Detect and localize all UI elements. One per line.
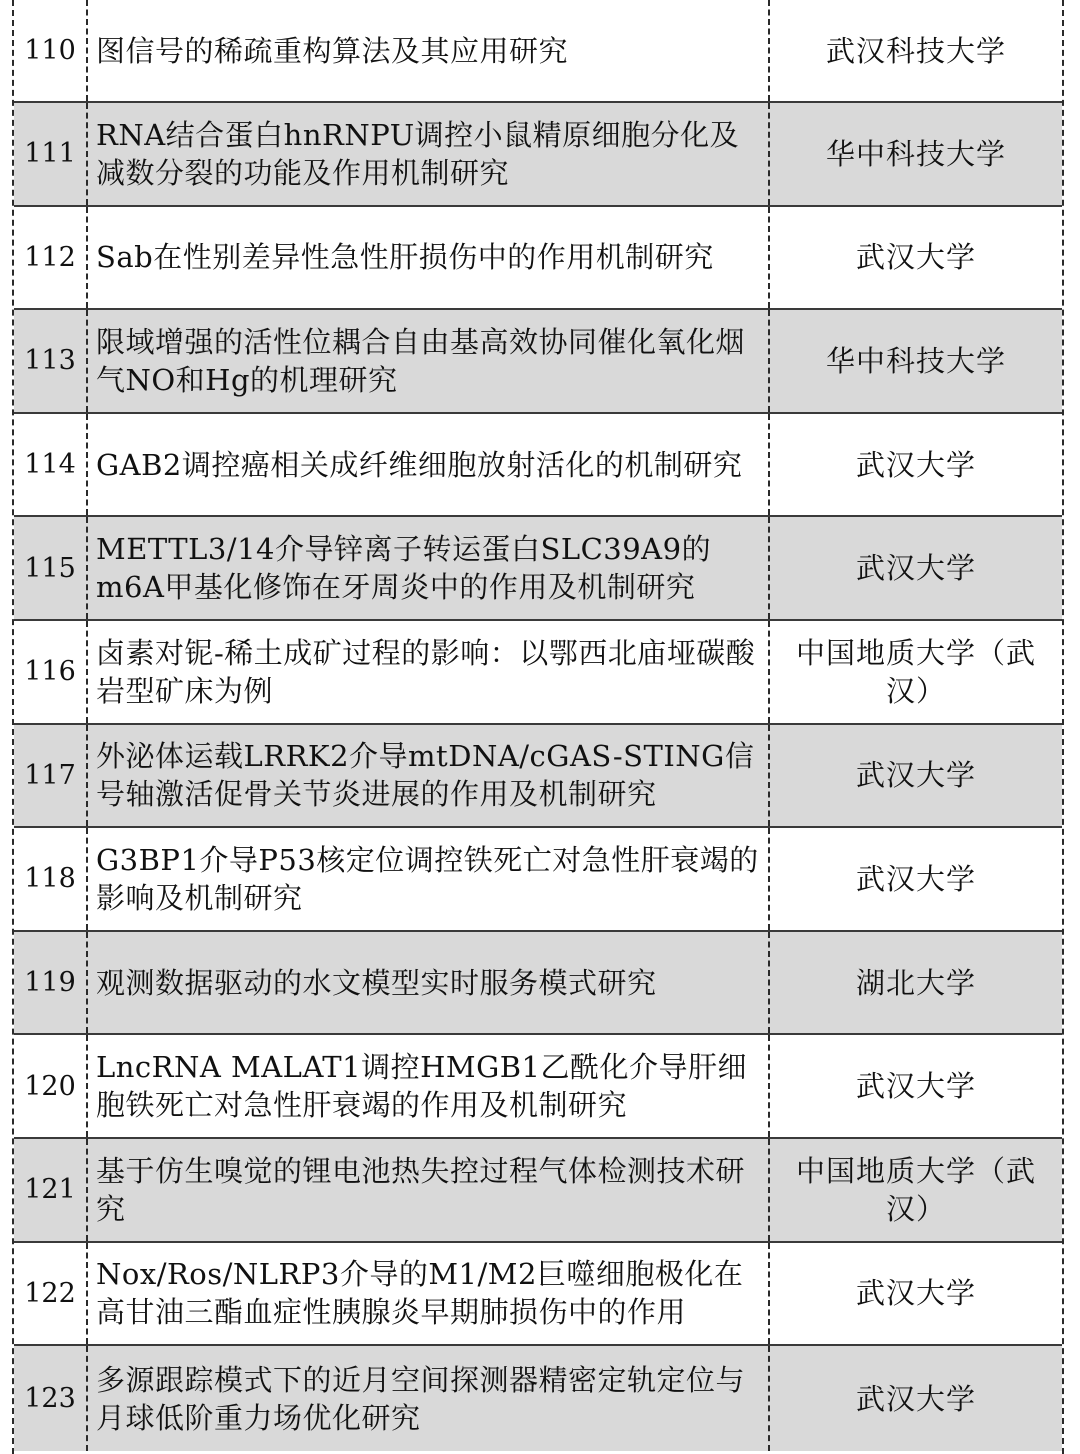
project-title: 图信号的稀疏重构算法及其应用研究 <box>88 0 770 101</box>
row-number: 115 <box>14 517 88 619</box>
row-number: 122 <box>14 1243 88 1345</box>
row-number: 114 <box>14 414 88 516</box>
project-title: RNA结合蛋白hnRNPU调控小鼠精原细胞分化及减数分裂的功能及作用机制研究 <box>88 103 770 205</box>
institution: 华中科技大学 <box>825 343 1006 378</box>
table-row <box>14 932 1062 1036</box>
row-number: 112 <box>14 207 88 309</box>
project-title: Nox/Ros/NLRP3介导的M1/M2巨噬细胞极化在高甘油三酯血症性胰腺炎早期肺损伤中的作用 <box>88 1243 770 1345</box>
project-title: 卤素对铌-稀土成矿过程的影响：以鄂西北庙垭碳酸岩型矿床为例 <box>88 621 770 723</box>
row-number: 121 <box>14 1139 88 1241</box>
table-row <box>14 414 1062 518</box>
row-number: 111 <box>14 103 88 205</box>
row-number: 119 <box>14 932 88 1034</box>
table-row <box>14 310 1062 414</box>
project-title: Sab在性别差异性急性肝损伤中的作用机制研究 <box>88 207 770 309</box>
project-title: 多源跟踪模式下的近月空间探测器精密定轨定位与月球低阶重力场优化研究 <box>88 1346 770 1451</box>
row-number: 118 <box>14 828 88 930</box>
row-number: 113 <box>14 310 88 412</box>
institution: 华中科技大学 <box>825 136 1006 171</box>
institution: 武汉大学 <box>855 1069 976 1104</box>
table-row <box>14 1346 1062 1451</box>
row-number: 116 <box>14 621 88 723</box>
project-title: LncRNA MALAT1调控HMGB1乙酰化介导肝细胞铁死亡对急性肝衰竭的作用及机制研究 <box>88 1035 770 1137</box>
project-title: 基于仿生嗅觉的锂电池热失控过程气体检测技术研究 <box>88 1139 770 1241</box>
institution: 武汉大学 <box>855 758 976 793</box>
table-row <box>14 1139 1062 1243</box>
project-title: GAB2调控癌相关成纤维细胞放射活化的机制研究 <box>88 414 770 516</box>
table-row <box>14 517 1062 621</box>
institution: 武汉大学 <box>855 1381 976 1416</box>
institution: 武汉大学 <box>855 240 976 275</box>
project-title: 外泌体运载LRRK2介导mtDNA/cGAS-STING信号轴激活促骨关节炎进展的作用及机制研究 <box>88 725 770 827</box>
institution: 武汉大学 <box>855 1276 976 1311</box>
project-table <box>12 0 1064 1454</box>
table-row <box>14 207 1062 311</box>
table-row <box>14 828 1062 932</box>
row-number: 110 <box>14 0 88 101</box>
institution: 武汉科技大学 <box>825 33 1006 68</box>
institution: 武汉大学 <box>855 447 976 482</box>
row-number: 123 <box>14 1346 88 1451</box>
institution: 武汉大学 <box>855 861 976 896</box>
row-number: 117 <box>14 725 88 827</box>
table-row <box>14 621 1062 725</box>
table-row <box>14 1243 1062 1347</box>
table-row <box>14 725 1062 829</box>
institution: 武汉大学 <box>855 551 976 586</box>
table-row <box>14 0 1062 103</box>
project-title: 限域增强的活性位耦合自由基高效协同催化氧化烟气NO和Hg的机理研究 <box>88 310 770 412</box>
institution: 湖北大学 <box>855 965 976 1000</box>
table-row <box>14 1035 1062 1139</box>
institution: 中国地质大学（武汉） <box>795 635 1036 708</box>
row-number: 120 <box>14 1035 88 1137</box>
institution: 中国地质大学（武汉） <box>795 1153 1036 1226</box>
project-title: METTL3/14介导锌离子转运蛋白SLC39A9的m6A甲基化修饰在牙周炎中的作用及机制研究 <box>88 517 770 619</box>
project-title: 观测数据驱动的水文模型实时服务模式研究 <box>88 932 770 1034</box>
table-row <box>14 103 1062 207</box>
project-title: G3BP1介导P53核定位调控铁死亡对急性肝衰竭的影响及机制研究 <box>88 828 770 930</box>
